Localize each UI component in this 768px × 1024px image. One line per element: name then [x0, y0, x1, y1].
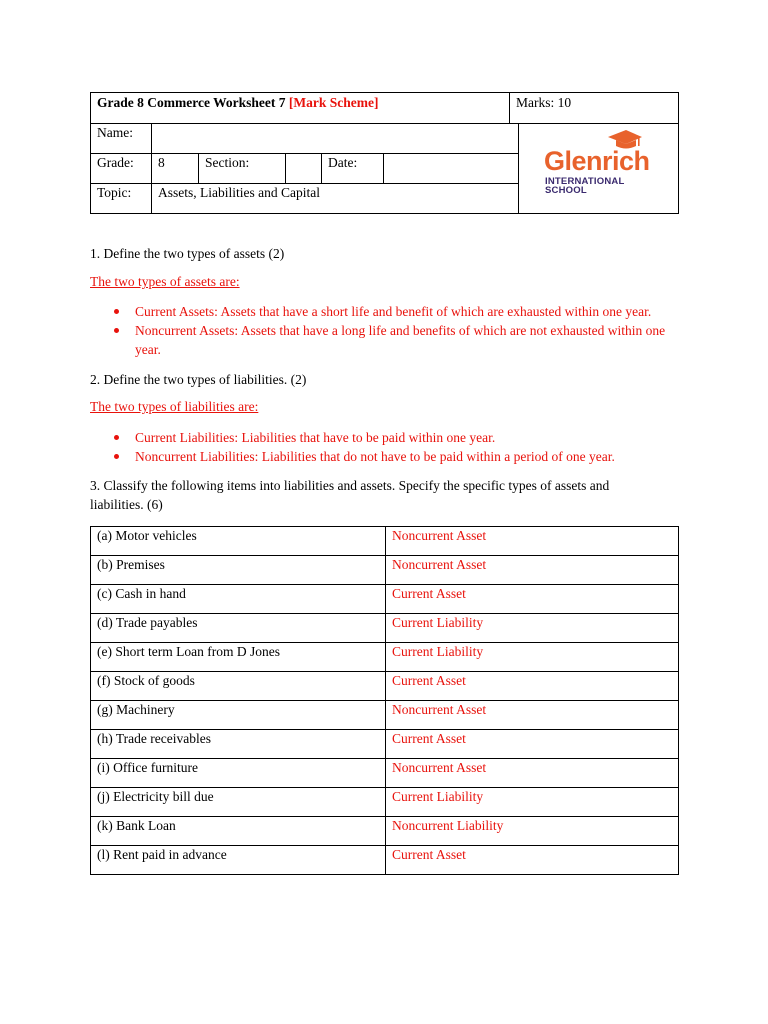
section-field[interactable]: [286, 153, 321, 183]
answer-cell: Current Asset: [386, 585, 679, 614]
bullet-icon: [114, 309, 119, 314]
bullet-icon: [114, 454, 119, 459]
bullet-icon: [114, 328, 119, 333]
item-cell: (b) Premises: [91, 556, 386, 585]
q2-answer-list: [90, 428, 680, 466]
table-row: [91, 701, 679, 730]
table-row: [91, 585, 679, 614]
item-cell: (c) Cash in hand: [91, 585, 386, 614]
question-1: 1. Define the two types of assets (2): [90, 246, 285, 261]
table-row: [91, 817, 679, 846]
q2-answer-heading: The two types of liabilities are:: [90, 399, 259, 414]
answer-cell: Noncurrent Asset: [386, 759, 679, 788]
title-text: Grade 8 Commerce Worksheet 7: [97, 95, 286, 110]
marks-label: Marks: 10: [516, 95, 572, 110]
section-label: Section:: [205, 155, 250, 170]
answer-cell: Noncurrent Asset: [386, 701, 679, 730]
logo-line-international: INTERNATIONAL: [545, 176, 625, 187]
table-row: [91, 846, 679, 875]
name-field[interactable]: [152, 123, 518, 153]
logo-line-school: SCHOOL: [545, 185, 587, 196]
topic-value: Assets, Liabilities and Capital: [158, 185, 320, 200]
name-label: Name:: [97, 125, 133, 140]
item-cell: (i) Office furniture: [91, 759, 386, 788]
item-cell: (h) Trade receivables: [91, 730, 386, 759]
topic-label: Topic:: [97, 185, 132, 200]
list-item: [90, 428, 680, 447]
table-row: [91, 672, 679, 701]
answer-cell: Current Liability: [386, 614, 679, 643]
item-cell: (a) Motor vehicles: [91, 527, 386, 556]
item-cell: (f) Stock of goods: [91, 672, 386, 701]
answer-cell: Current Asset: [386, 672, 679, 701]
worksheet-title: [91, 93, 384, 113]
answer-cell: Current Asset: [386, 730, 679, 759]
bullet-icon: [114, 435, 119, 440]
list-item: [90, 447, 680, 466]
answer-cell: Noncurrent Liability: [386, 817, 679, 846]
answer-cell: Current Liability: [386, 788, 679, 817]
grade-value: 8: [158, 155, 165, 170]
mark-scheme-tag: [Mark Scheme]: [288, 95, 379, 110]
question-2: 2. Define the two types of liabilities. (2): [90, 372, 307, 387]
date-label: Date:: [328, 155, 358, 170]
list-item: [90, 302, 680, 321]
answer-cell: Current Liability: [386, 643, 679, 672]
school-logo: [544, 128, 650, 198]
item-cell: (g) Machinery: [91, 701, 386, 730]
q1-answer-heading: The two types of assets are:: [90, 274, 240, 289]
classification-table: [90, 526, 679, 875]
table-row: [91, 788, 679, 817]
list-item: [90, 321, 680, 359]
answer-cell: Noncurrent Asset: [386, 527, 679, 556]
table-row: [91, 730, 679, 759]
item-cell: (j) Electricity bill due: [91, 788, 386, 817]
q1-bullet-2: Noncurrent Assets: Assets that have a long life and benefits of which are not exhausted within one year.: [135, 323, 666, 357]
answer-cell: Noncurrent Asset: [386, 556, 679, 585]
table-row: [91, 614, 679, 643]
table-row: [91, 643, 679, 672]
table-row: [91, 556, 679, 585]
date-field[interactable]: [384, 153, 518, 183]
q1-bullet-1: Current Assets: Assets that have a short life and benefit of which are exhausted within one year.: [135, 304, 652, 319]
item-cell: (l) Rent paid in advance: [91, 846, 386, 875]
item-cell: (e) Short term Loan from D Jones: [91, 643, 386, 672]
table-row: [91, 759, 679, 788]
item-cell: (k) Bank Loan: [91, 817, 386, 846]
item-cell: (d) Trade payables: [91, 614, 386, 643]
table-row: [91, 527, 679, 556]
grade-label: Grade:: [97, 155, 134, 170]
q1-answer-list: [90, 302, 680, 359]
question-3: 3. Classify the following items into liabilities and assets. Specify the specific types of assets and liabilities. (6): [90, 478, 610, 512]
q2-bullet-2: Noncurrent Liabilities: Liabilities that do not have to be paid within a period of one year.: [135, 449, 615, 464]
q2-bullet-1: Current Liabilities: Liabilities that have to be paid within one year.: [135, 430, 496, 445]
logo-wordmark: Glenrich: [544, 146, 650, 176]
answer-cell: Current Asset: [386, 846, 679, 875]
